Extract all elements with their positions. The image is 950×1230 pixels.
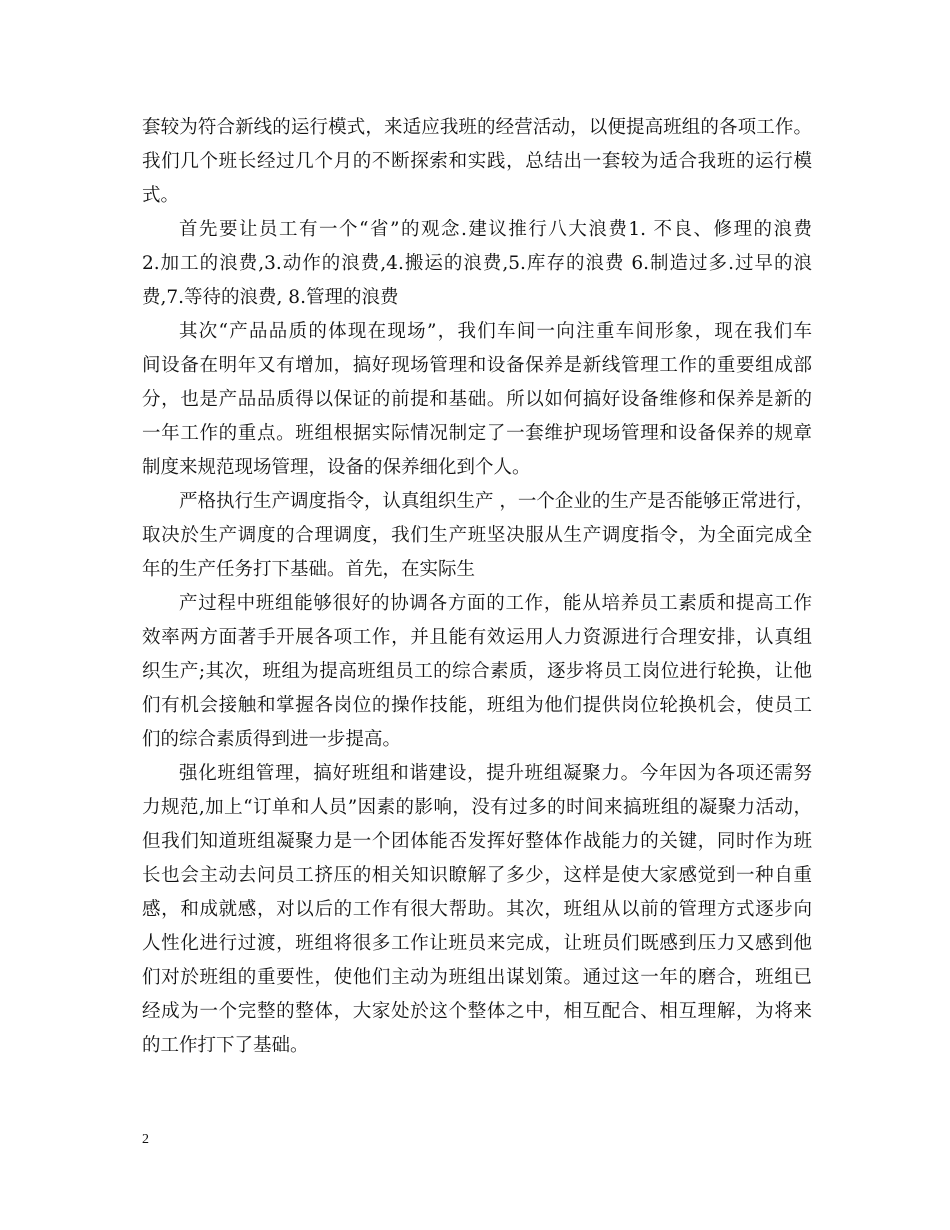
text-line: 们的综合素质得到进一步提高。 (142, 729, 402, 750)
text-line: 年的生产任务打下基础。首先，在实际生 (142, 559, 476, 580)
text-line: 一年工作的重点。班组根据实际情况制定了一套维护现场管理和设备保养的规章 (142, 423, 812, 444)
text-line: 制度来规范现场管理，设备的保养细化到个人。 (142, 457, 531, 478)
text-line: 费,7.等待的浪费, 8.管理的浪费 (142, 287, 399, 308)
text-line: 的工作打下了基础。 (142, 1035, 309, 1056)
text-line: 严格执行生产调度指令，认真组织生产 ，一个企业的生产是否能够正常进行， (179, 491, 814, 512)
text-line: 力规范,加上“订单和人员”因素的影响，没有过多的时间来搞班组的凝聚力活动， (142, 797, 812, 818)
text-line: 首先要让员工有一个“省”的观念.建议推行八大浪费1. 不良、修理的浪费 (179, 219, 812, 240)
text-line: 长也会主动去问员工挤压的相关知识瞭解了多少，这样是使大家感觉到一种自重 (142, 865, 812, 886)
text-line: 我们几个班长经过几个月的不断探索和实践，总结出一套较为适合我班的运行模 (142, 151, 812, 172)
text-line: 产过程中班组能够很好的协调各方面的工作，能从培养员工素质和提高工作 (179, 593, 812, 614)
text-line: 织生产;其次，班组为提高班组员工的综合素质，逐步将员工岗位进行轮换，让他 (142, 661, 812, 682)
text-line: 式。 (142, 185, 180, 206)
text-line: 们有机会接触和掌握各岗位的操作技能，班组为他们提供岗位轮换机会，使员工 (142, 695, 812, 716)
text-line: 强化班组管理，搞好班组和谐建设，提升班组凝聚力。今年因为各项还需努 (179, 763, 812, 784)
page-number: 2 (142, 1132, 149, 1147)
text-line: 感，和成就感，对以后的工作有很大帮助。其次，班组从以前的管理方式逐步向 (142, 899, 812, 920)
text-line: 间设备在明年又有增加，搞好现场管理和设备保养是新线管理工作的重要组成部 (142, 355, 812, 376)
text-line: 套较为符合新线的运行模式，来适应我班的经营活动，以便提高班组的各项工作。 (142, 117, 812, 138)
text-line: 分，也是产品品质得以保证的前提和基础。所以如何搞好设备维修和保养是新的 (142, 389, 812, 410)
text-line: 其次“产品品质的体现在现场”，我们车间一向注重车间形象，现在我们车 (179, 321, 812, 342)
text-line: 但我们知道班组凝聚力是一个团体能否发挥好整体作战能力的关键，同时作为班 (142, 831, 812, 852)
text-line: 经成为一个完整的整体，大家处於这个整体之中，相互配合、相互理解，为将来 (142, 1001, 812, 1022)
text-line: 2.加工的浪费,3.动作的浪费,4.搬运的浪费,5.库存的浪费 6.制造过多.过早的浪 (142, 253, 812, 274)
text-line: 效率两方面著手开展各项工作，并且能有效运用人力资源进行合理安排，认真组 (142, 627, 812, 648)
text-line: 取决於生产调度的合理调度，我们生产班坚决服从生产调度指令，为全面完成全 (142, 525, 812, 546)
text-line: 们对於班组的重要性，使他们主动为班组出谋划策。通过这一年的磨合，班组已 (142, 967, 812, 988)
text-line: 人性化进行过渡，班组将很多工作让班员来完成，让班员们既感到压力又感到他 (142, 933, 812, 954)
